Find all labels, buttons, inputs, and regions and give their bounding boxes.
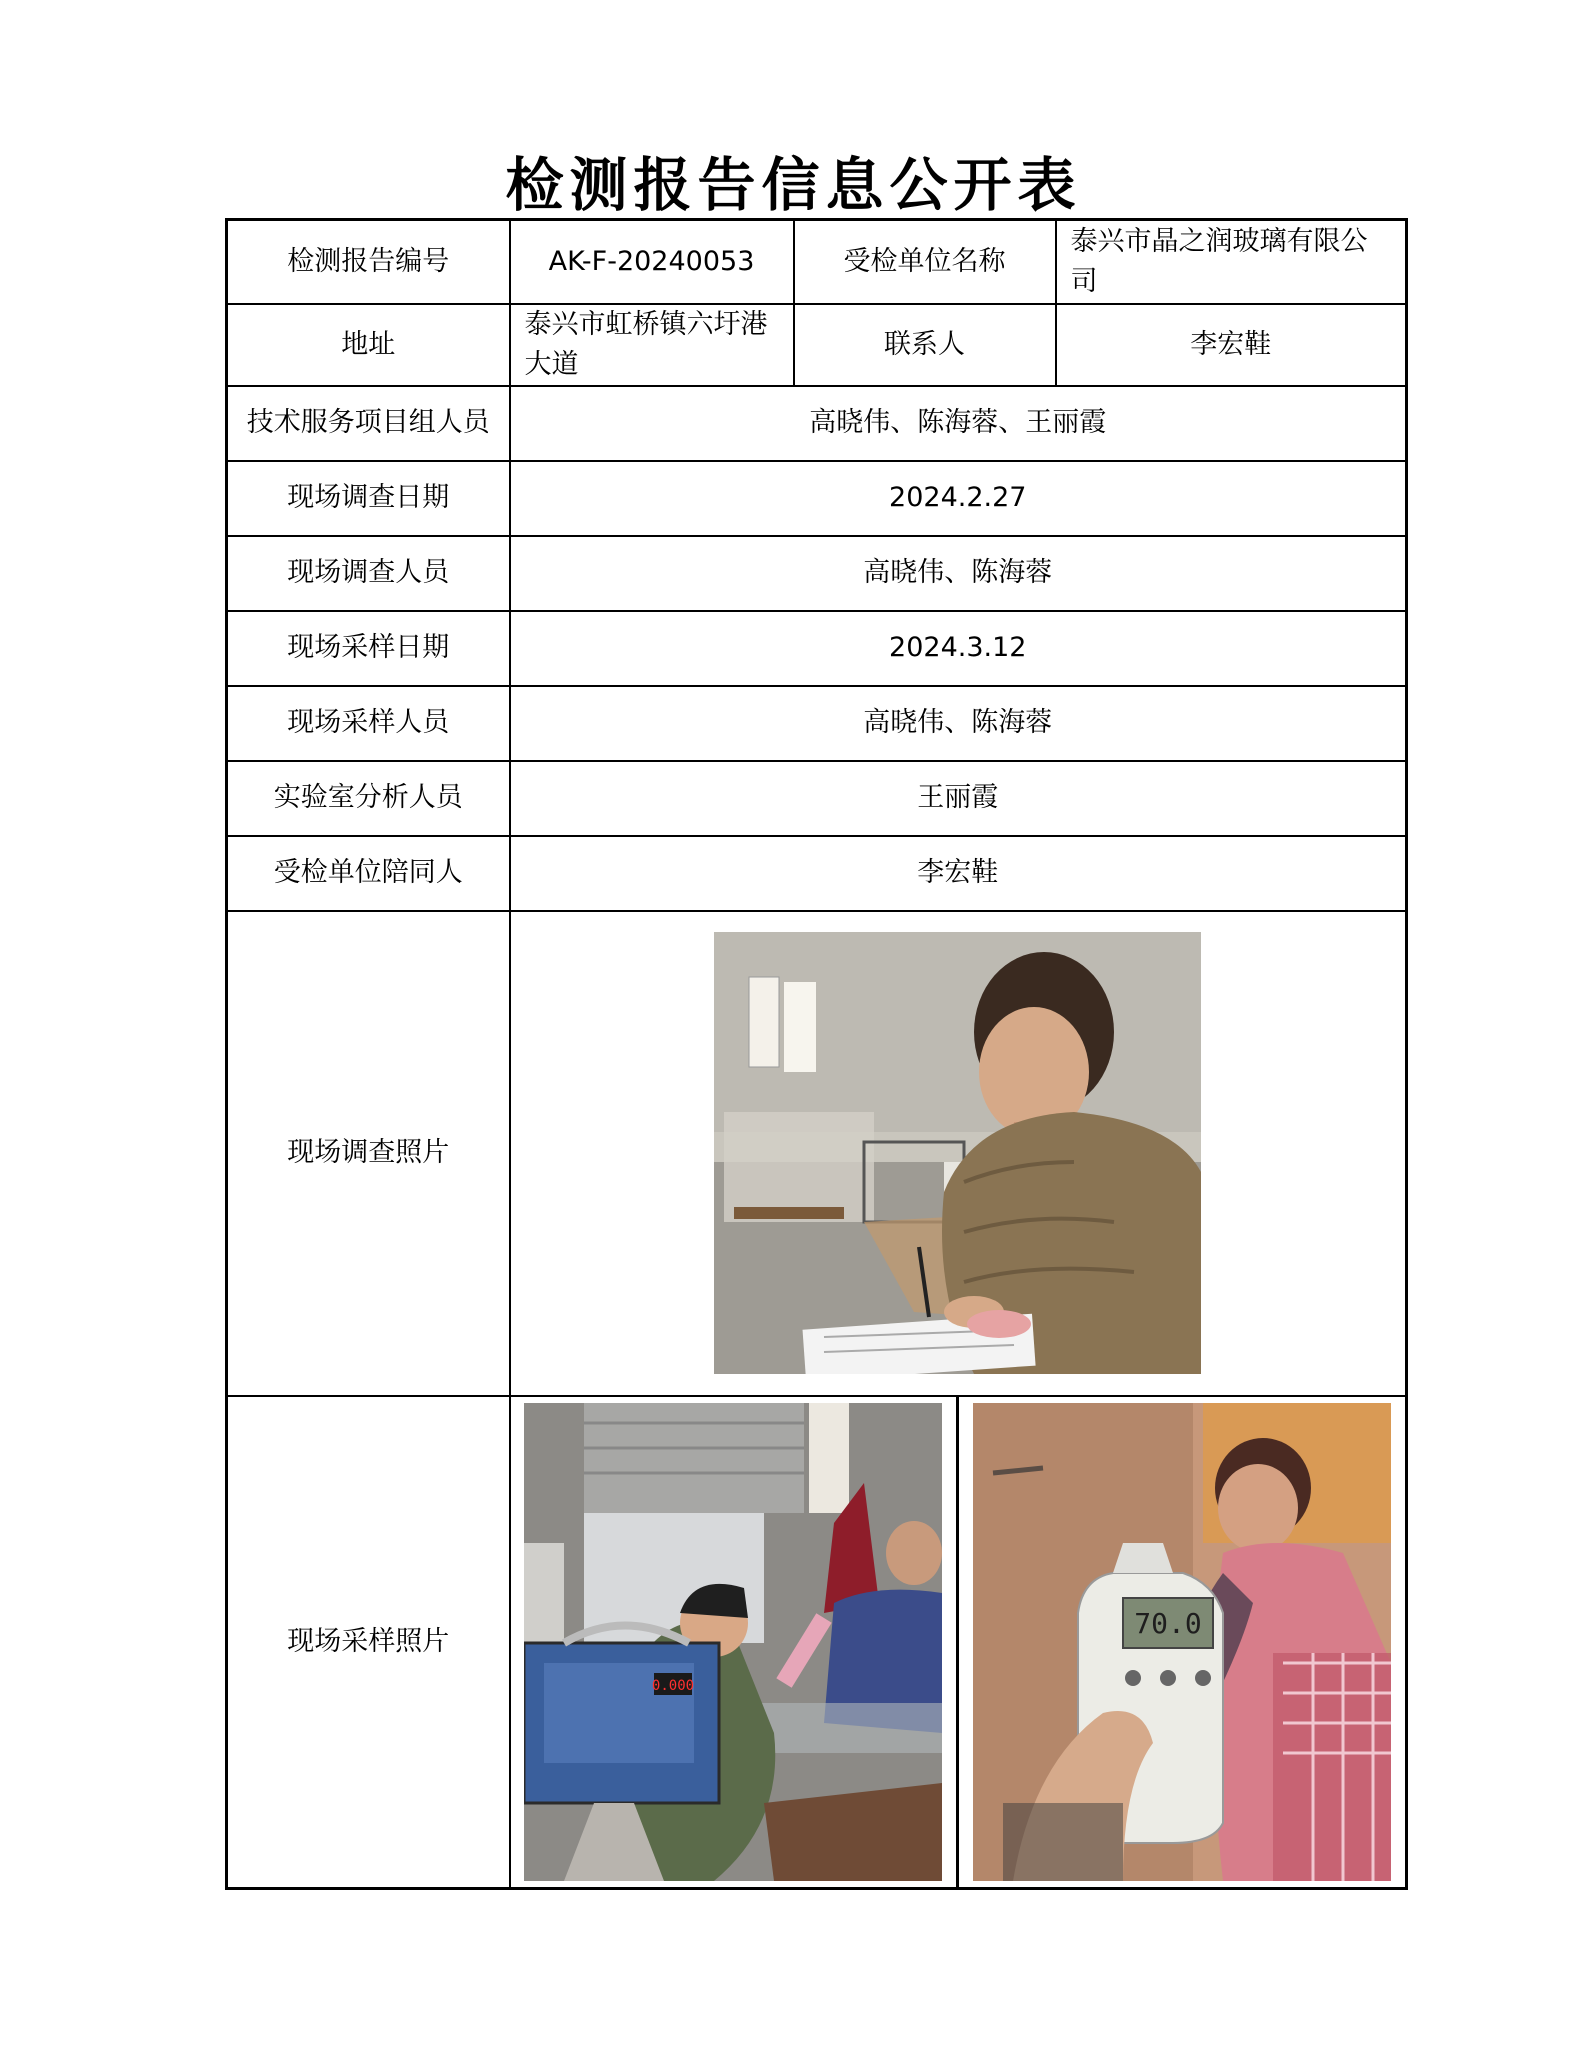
unit-name-value: 泰兴市晶之润玻璃有限公司: [1056, 220, 1407, 304]
sampling-staff-value: 高晓伟、陈海蓉: [510, 686, 1407, 761]
address-label: 地址: [227, 304, 510, 386]
escort-value: 李宏鞋: [510, 836, 1407, 911]
survey-date-value: 2024.2.27: [510, 461, 1407, 536]
table-row: [227, 1396, 1407, 1889]
table-row: [227, 220, 1407, 304]
sampler-display: 0.000: [652, 1677, 695, 1694]
table-row: [227, 461, 1407, 536]
table-row: [227, 611, 1407, 686]
table-row: [227, 304, 1407, 386]
report-no-value: AK-F-20240053: [510, 220, 794, 304]
table-row: [227, 836, 1407, 911]
sampling-date-label: 现场采样日期: [227, 611, 510, 686]
report-table: [225, 218, 1408, 1890]
table-row: [227, 386, 1407, 461]
lab-staff-value: 王丽霞: [510, 761, 1407, 836]
table-row: [227, 686, 1407, 761]
meter-display: 70.0: [1134, 1606, 1202, 1640]
survey-staff-value: 高晓伟、陈海蓉: [510, 536, 1407, 611]
survey-photo: [714, 932, 1201, 1374]
report-no-label: 检测报告编号: [227, 220, 510, 304]
sampling-date-value: 2024.3.12: [510, 611, 1407, 686]
survey-photo-label: 现场调查照片: [227, 911, 510, 1396]
contact-value: 李宏鞋: [1056, 304, 1407, 386]
sampling-photo-1: [524, 1403, 942, 1881]
page-title: 检测报告信息公开表: [505, 151, 1082, 219]
escort-label: 受检单位陪同人: [227, 836, 510, 911]
table-row: [227, 761, 1407, 836]
unit-name-label: 受检单位名称: [794, 220, 1056, 304]
lab-staff-label: 实验室分析人员: [227, 761, 510, 836]
table-row: [227, 536, 1407, 611]
contact-label: 联系人: [794, 304, 1056, 386]
survey-date-label: 现场调查日期: [227, 461, 510, 536]
sampling-staff-label: 现场采样人员: [227, 686, 510, 761]
table-row: [227, 911, 1407, 1396]
address-value: 泰兴市虹桥镇六圩港大道: [510, 304, 794, 386]
sampling-photo-2: [973, 1403, 1391, 1881]
survey-staff-label: 现场调查人员: [227, 536, 510, 611]
team-label: 技术服务项目组人员: [227, 386, 510, 461]
team-value: 高晓伟、陈海蓉、王丽霞: [510, 386, 1407, 461]
sampling-photo-label: 现场采样照片: [227, 1396, 510, 1889]
